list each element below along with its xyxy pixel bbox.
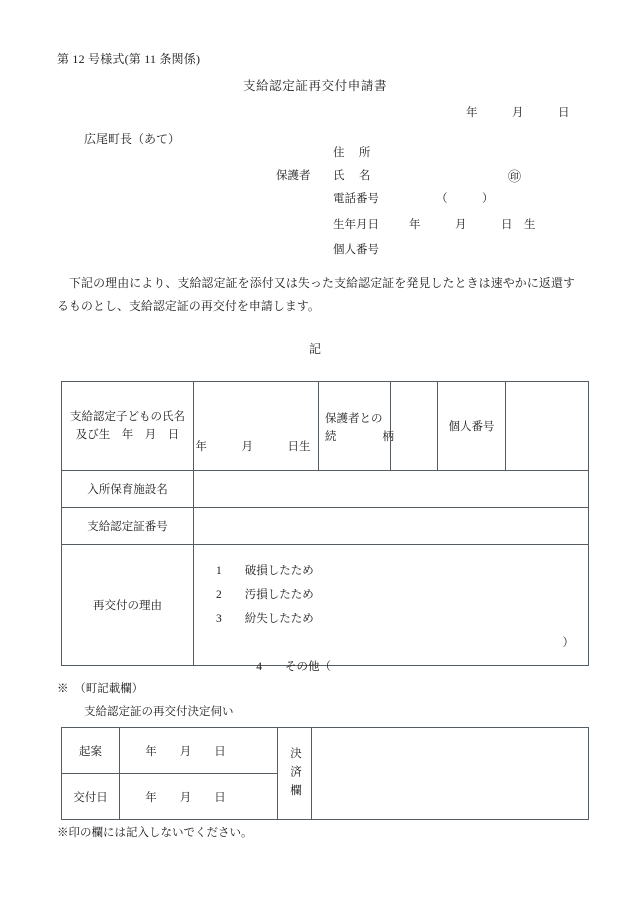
certificate-no-label-cell: 支給認定証番号 (62, 508, 194, 545)
reason-option-4-label: 4 その他（ (256, 661, 331, 673)
main-form-table (61, 381, 589, 673)
seal-icon: ㊞ (508, 169, 522, 184)
relation-label-line1: 保護者との (325, 413, 383, 425)
table-row (62, 728, 589, 774)
table-row (62, 545, 589, 666)
reason-list (194, 545, 588, 673)
phone-label: 電話番号 (333, 193, 379, 205)
body-paragraph: 下記の理由により、支給認定証を添付又は失った支給認定証を発見したときは速やかに返還するものとし、支給認定証の再交付を申請します。 (57, 276, 575, 313)
child-birth-blank: 年 月 日生 (195, 441, 311, 453)
phone-value: （ ） (436, 193, 494, 205)
relation-label-cell (319, 382, 394, 471)
office-section-mark: ※ （町記載欄） (57, 683, 144, 695)
draft-label-cell: 起案 (62, 728, 120, 774)
approval-label: 決済欄 (289, 747, 301, 803)
birth-value: 年 月 日 生 (409, 219, 536, 231)
approval-value-cell[interactable] (312, 728, 589, 820)
applicant-address-row (0, 144, 630, 167)
draft-date-cell[interactable] (120, 728, 278, 774)
child-birth-input-cell[interactable] (194, 382, 319, 471)
reason-option-1[interactable]: 1 破損したため (216, 565, 314, 577)
table-row (62, 508, 589, 545)
reason-options-cell[interactable] (194, 545, 589, 673)
table-row (62, 471, 589, 508)
child-name-label-line1: 支給認定子どもの氏名 (70, 411, 185, 423)
mynumber-label: 個人番号 (333, 244, 379, 256)
certificate-no-value-cell[interactable] (194, 508, 589, 545)
applicant-mynumber-row (0, 241, 630, 264)
footer-note: ※印の欄には記入しないでください。 (57, 827, 253, 839)
address-label: 住 所 (333, 147, 371, 159)
draft-date-blank: 年 月 日 (145, 745, 226, 758)
reason-option-4[interactable] (216, 631, 588, 673)
approval-label-cell (278, 728, 312, 820)
ki-mark: 記 (308, 342, 321, 356)
facility-label-cell: 入所保育施設名 (62, 471, 194, 508)
child-name-label-cell (62, 382, 194, 471)
child-name-label-line2: 及び生 年 月 日 (75, 429, 180, 441)
applicant-phone-row (0, 190, 630, 216)
addressee: 広尾町長（あて） (84, 132, 181, 146)
applicant-block (0, 144, 630, 264)
office-section-subtitle: 支給認定証の再交付決定伺い (84, 706, 234, 718)
reason-option-2[interactable]: 2 汚損したため (216, 589, 314, 601)
issue-date-label-cell: 交付日 (62, 774, 120, 820)
guardian-label: 保護者 (276, 170, 311, 182)
birth-label: 生年月日 (333, 219, 379, 231)
applicant-name-row (0, 167, 630, 190)
name-label: 氏 名 (333, 170, 371, 182)
issue-date-blank: 年 月 日 (145, 791, 226, 804)
document-title: 支給認定証再交付申請書 (242, 79, 388, 93)
issue-date-cell[interactable] (120, 774, 278, 820)
relation-value-cell[interactable] (391, 382, 438, 471)
header-date-blank: 年 月 日 (466, 107, 570, 119)
table-row (62, 382, 589, 471)
relation-label-line2: 続 柄 (325, 431, 394, 443)
office-table (61, 727, 589, 820)
form-number: 第 12 号様式(第 11 条関係) (57, 52, 201, 66)
mynumber-value-cell[interactable] (506, 382, 589, 471)
mynumber-label-cell: 個人番号 (438, 382, 506, 471)
reason-option-4-close-paren: ） (562, 637, 574, 649)
facility-value-cell[interactable] (194, 471, 589, 508)
reason-option-3[interactable]: 3 紛失したため (216, 613, 314, 625)
applicant-birth-row (0, 216, 630, 241)
reason-label-cell: 再交付の理由 (62, 545, 194, 666)
